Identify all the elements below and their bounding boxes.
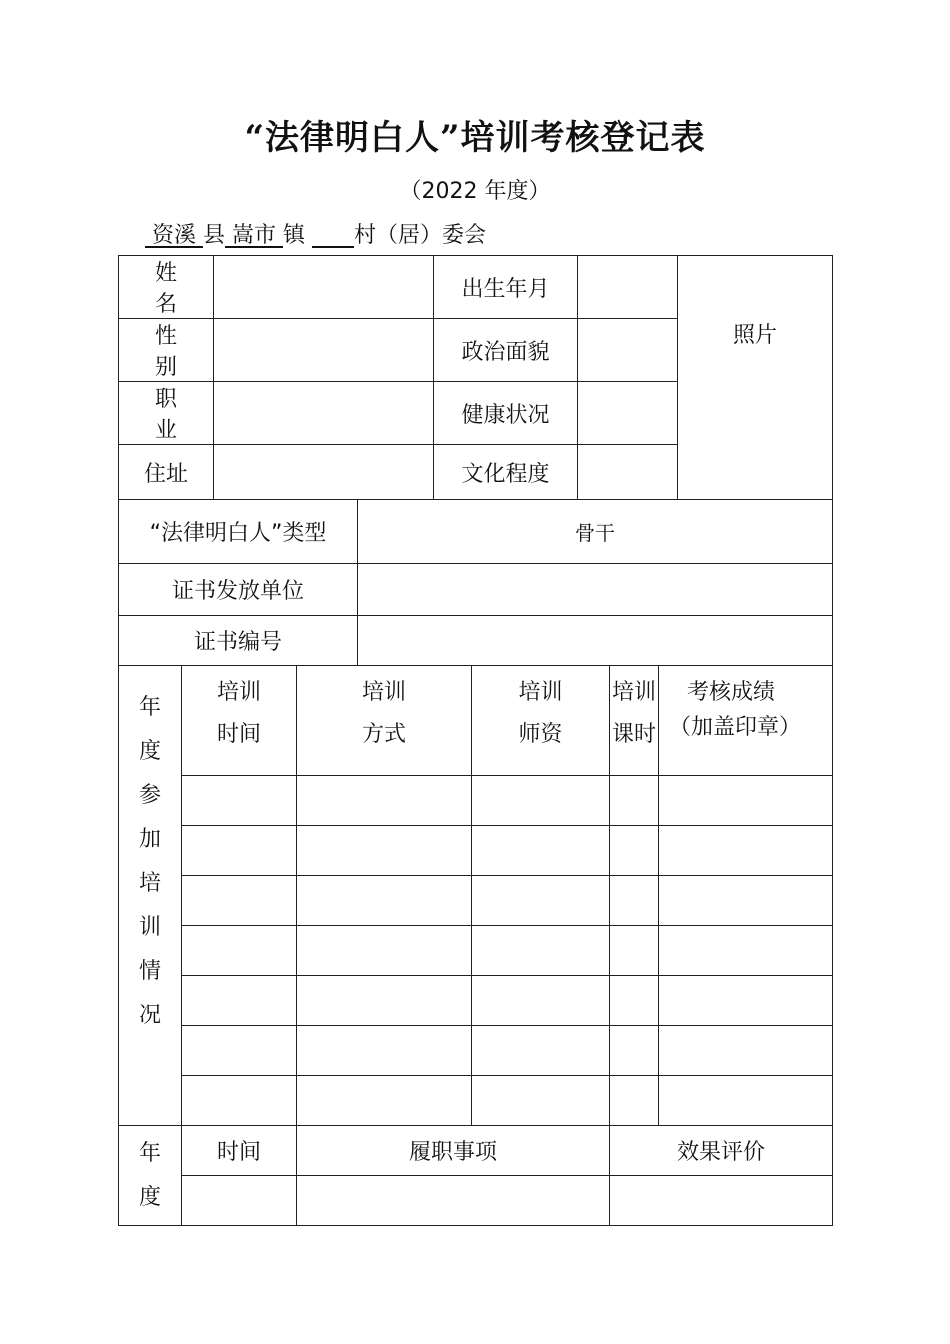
training-cell[interactable] — [472, 1026, 610, 1076]
training-cell[interactable] — [297, 926, 472, 976]
type-field[interactable]: 骨干 — [358, 500, 833, 564]
duty-eval-header: 效果评价 — [610, 1126, 833, 1176]
training-method-header: 培训 方式 — [297, 666, 472, 776]
training-hours-header: 培训 课时 — [610, 666, 659, 776]
duty-cell[interactable] — [610, 1176, 833, 1226]
photo-label: 照片 — [733, 323, 778, 348]
training-cell[interactable] — [182, 926, 297, 976]
training-cell[interactable] — [610, 1026, 659, 1076]
occupation-label: 职 业 — [119, 382, 214, 445]
training-cell[interactable] — [297, 1076, 472, 1126]
name-field[interactable] — [214, 256, 434, 319]
training-cell[interactable] — [659, 1076, 833, 1126]
training-side-label: 年 度 参 加 培 训 情 况 — [119, 666, 182, 1126]
training-cell[interactable] — [297, 876, 472, 926]
county-suffix: 县 — [203, 223, 226, 248]
training-cell[interactable] — [297, 826, 472, 876]
residence-label: 住址 — [119, 445, 214, 500]
training-cell[interactable] — [610, 826, 659, 876]
education-field[interactable] — [578, 445, 678, 500]
training-cell[interactable] — [659, 976, 833, 1026]
duty-cell[interactable] — [182, 1176, 297, 1226]
health-field[interactable] — [578, 382, 678, 445]
political-label: 政治面貌 — [434, 319, 578, 382]
training-cell[interactable] — [297, 1026, 472, 1076]
cert-unit-label: 证书发放单位 — [119, 564, 358, 616]
training-cell[interactable] — [472, 926, 610, 976]
village-suffix: 村（居）委会 — [354, 223, 487, 248]
training-cell[interactable] — [297, 976, 472, 1026]
training-cell[interactable] — [182, 826, 297, 876]
training-cell[interactable] — [182, 976, 297, 1026]
residence-field[interactable] — [214, 445, 434, 500]
training-teacher-header: 培训 师资 — [472, 666, 610, 776]
training-cell[interactable] — [659, 776, 833, 826]
political-field[interactable] — [578, 319, 678, 382]
training-cell[interactable] — [659, 826, 833, 876]
training-cell[interactable] — [182, 1026, 297, 1076]
cert-no-field[interactable] — [358, 616, 833, 666]
training-cell[interactable] — [182, 776, 297, 826]
registration-form-table — [118, 255, 833, 1226]
training-score-header: 考核成绩 （加盖印章） — [659, 666, 833, 776]
training-cell[interactable] — [182, 1076, 297, 1126]
training-cell[interactable] — [472, 776, 610, 826]
birth-field[interactable] — [578, 256, 678, 319]
name-label: 姓 名 — [119, 256, 214, 319]
health-label: 健康状况 — [434, 382, 578, 445]
page-title: “法律明白人”培训考核登记表 — [244, 118, 706, 158]
training-time-header: 培训 时间 — [182, 666, 297, 776]
duty-time-header: 时间 — [182, 1126, 297, 1176]
photo-cell[interactable] — [678, 256, 833, 500]
occupation-field[interactable] — [214, 382, 434, 445]
county-field[interactable]: 资溪 — [145, 223, 203, 248]
training-cell[interactable] — [659, 1026, 833, 1076]
cert-no-label: 证书编号 — [119, 616, 358, 666]
training-cell[interactable] — [659, 926, 833, 976]
training-cell[interactable] — [610, 876, 659, 926]
training-cell[interactable] — [472, 826, 610, 876]
gender-label: 性 别 — [119, 319, 214, 382]
village-field[interactable] — [312, 223, 354, 248]
training-cell[interactable] — [610, 926, 659, 976]
town-suffix: 镇 — [283, 223, 306, 248]
education-label: 文化程度 — [434, 445, 578, 500]
training-cell[interactable] — [297, 776, 472, 826]
birth-label: 出生年月 — [434, 256, 578, 319]
type-label: “法律明白人”类型 — [119, 500, 358, 564]
training-cell[interactable] — [610, 1076, 659, 1126]
training-cell[interactable] — [472, 976, 610, 1026]
year-subtitle: （2022 年度） — [399, 179, 551, 204]
training-cell[interactable] — [659, 876, 833, 926]
duty-side-label: 年 度 — [119, 1126, 182, 1226]
training-cell[interactable] — [610, 776, 659, 826]
gender-field[interactable] — [214, 319, 434, 382]
duty-cell[interactable] — [297, 1176, 610, 1226]
duty-item-header: 履职事项 — [297, 1126, 610, 1176]
training-cell[interactable] — [472, 1076, 610, 1126]
training-cell[interactable] — [472, 876, 610, 926]
training-cell[interactable] — [610, 976, 659, 1026]
cert-unit-field[interactable] — [358, 564, 833, 616]
address-line — [145, 218, 486, 249]
training-cell[interactable] — [182, 876, 297, 926]
town-field[interactable]: 嵩市 — [225, 223, 284, 248]
